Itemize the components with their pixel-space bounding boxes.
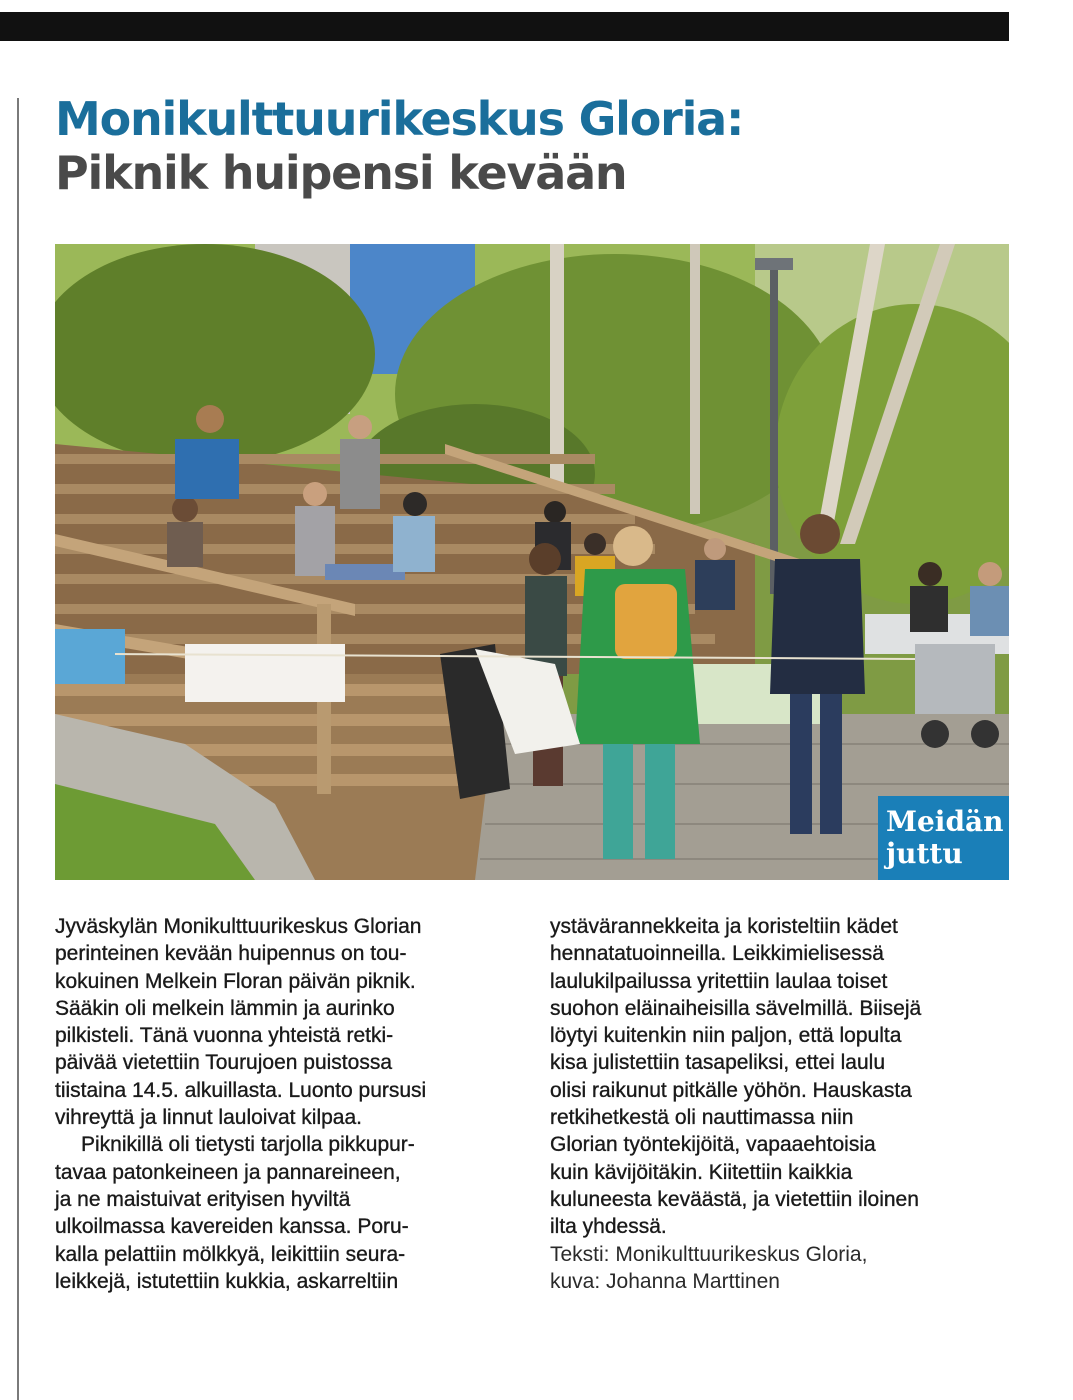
text-line: Jyväskylän Monikulttuurikeskus Glorian (55, 915, 422, 938)
body-column-right (550, 913, 1010, 1295)
text-line: olisi raikunut pitkälle yöhön. Hauskasta (550, 1078, 912, 1102)
text-line: päivää vietettiin Tourujoen puistossa (55, 1051, 392, 1075)
photo-illustration (55, 244, 1009, 880)
article-credit (550, 1241, 1010, 1296)
text-line: pilkisteli. Tänä vuonna yhteistä retki- (55, 1024, 394, 1048)
text-line: Sääkin oli melkein lämmin ja aurinko (55, 996, 395, 1020)
text-line: laulukilpailussa yritettiin laulaa toiset (550, 969, 888, 993)
body-paragraph-3 (550, 913, 1010, 1241)
text-line: ystävärannekkeita ja koristeltiin kädet (550, 915, 898, 938)
text-line: kisa julistettiin tasapeliksi, ettei laulu (550, 1051, 885, 1075)
text-line: löytyi kuitenkin niin paljon, että lopulta (550, 1024, 902, 1048)
badge-line-2: juttu (886, 837, 963, 871)
text-line: hennatatuoinneilla. Leikkimielisessä (550, 942, 884, 966)
headline-title: Piknik huipensi kevään (55, 146, 627, 201)
text-line: Piknikillä oli tietysti tarjolla pikkupur- (81, 1133, 415, 1157)
left-rule (17, 98, 19, 1400)
meidan-juttu-badge (878, 796, 1009, 880)
text-line: tiistaina 14.5. alkuillasta. Luonto pursusi (55, 1078, 427, 1102)
credit-photo-author: kuva: Johanna Marttinen (550, 1269, 780, 1293)
text-line: ilta yhdessä. (550, 1215, 667, 1239)
text-line: retkihetkestä oli nauttimassa niin (550, 1106, 854, 1130)
text-line: tavaa patonkeineen ja pannareineen, (55, 1160, 401, 1184)
text-line: kuin kävijöitäkin. Kiitettiin kaikkia (550, 1160, 853, 1184)
text-line: perinteinen kevään huipennus on tou- (55, 942, 407, 966)
text-line: kokuinen Melkein Floran päivän piknik. (55, 969, 416, 993)
text-line: Glorian työntekijöitä, vapaaehtoisia (550, 1133, 876, 1157)
headline (55, 92, 743, 201)
badge-line-1: Meidän (886, 805, 1004, 838)
text-line: leikkejä, istutettiin kukkia, askarreltiin (55, 1269, 399, 1293)
text-line: kalla pelattiin mölkkyä, leikittiin seura- (55, 1242, 406, 1266)
text-line: vihreyttä ja linnut lauloivat kilpaa. (55, 1106, 363, 1130)
text-line: ja ne maistuivat erityisen hyviltä (55, 1187, 351, 1211)
body-paragraph-2 (55, 1131, 520, 1295)
text-line: kuluneesta keväästä, ja vietettiin iloinen (550, 1187, 919, 1211)
body-column-left (55, 913, 520, 1295)
credit-text-author: Teksti: Monikulttuurikeskus Gloria, (550, 1242, 868, 1266)
article-photo (55, 244, 1009, 880)
headline-kicker: Monikulttuurikeskus Gloria: (55, 92, 744, 146)
text-line: suohon eläinaiheisilla sävelmillä. Biisejä (550, 996, 922, 1020)
body-paragraph-1 (55, 913, 520, 1131)
top-bar (0, 12, 1009, 41)
text-line: ulkoilmassa kavereiden kanssa. Poru- (55, 1215, 409, 1239)
